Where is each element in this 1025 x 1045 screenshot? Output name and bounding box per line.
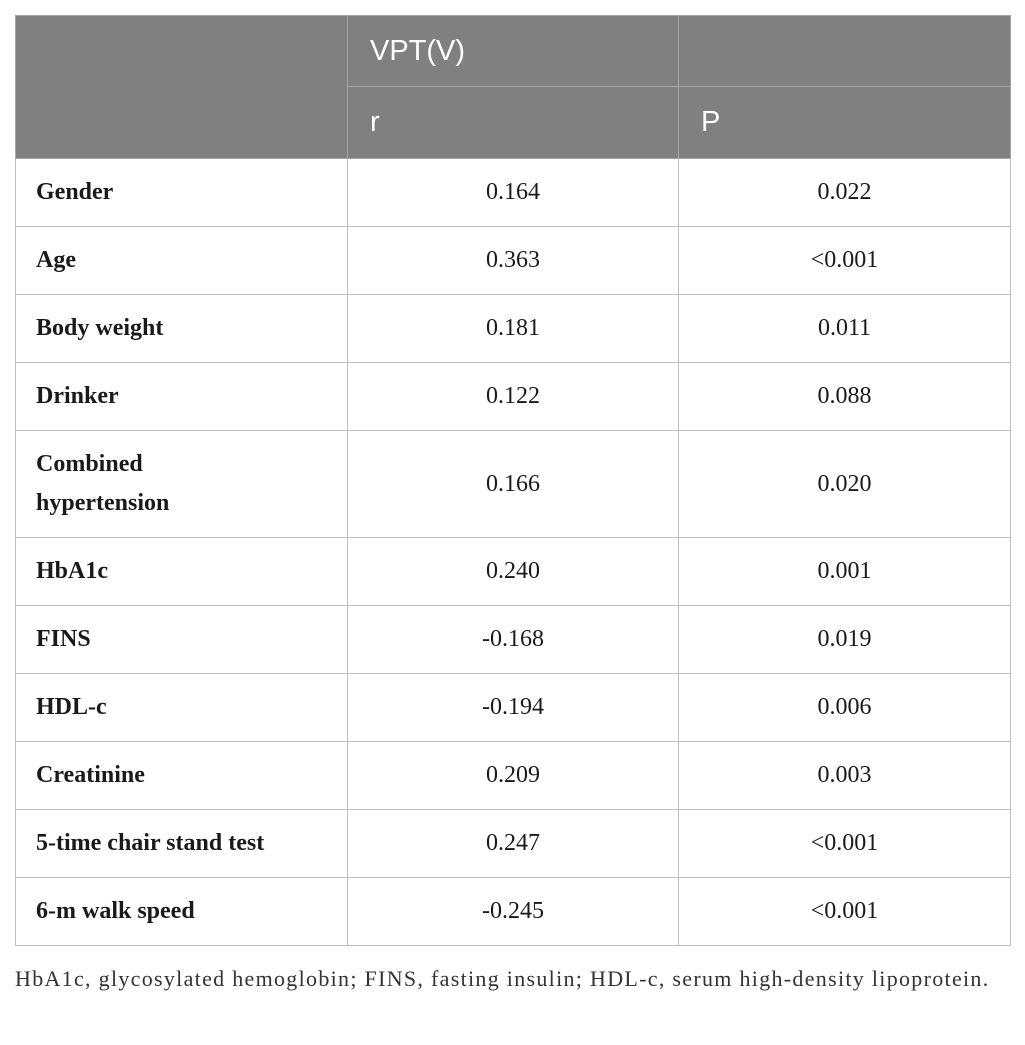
p-value-cell: 0.001 [679,538,1011,606]
correlation-table-container [15,15,1010,946]
variable-cell: Body weight [16,295,348,363]
p-value-cell: <0.001 [679,878,1011,946]
table-row [16,538,1011,606]
r-value-cell: -0.168 [348,606,679,674]
variable-cell: Combined hypertension [16,431,348,538]
r-value-cell: 0.240 [348,538,679,606]
table-row [16,363,1011,431]
table-row [16,674,1011,742]
variable-cell: Creatinine [16,742,348,810]
variable-cell: Gender [16,159,348,227]
header-col-r: r [348,87,679,159]
r-value-cell: 0.209 [348,742,679,810]
variable-cell: 6-m walk speed [16,878,348,946]
p-value-cell: <0.001 [679,810,1011,878]
variable-cell: Age [16,227,348,295]
table-row [16,431,1011,538]
p-value-cell: <0.001 [679,227,1011,295]
p-value-cell: 0.006 [679,674,1011,742]
header-empty-cell [679,16,1011,87]
header-variable-cell [16,16,348,159]
variable-cell: Drinker [16,363,348,431]
table-row [16,810,1011,878]
r-value-cell: 0.247 [348,810,679,878]
p-value-cell: 0.088 [679,363,1011,431]
p-value-cell: 0.022 [679,159,1011,227]
table-row [16,159,1011,227]
r-value-cell: 0.363 [348,227,679,295]
p-value-cell: 0.019 [679,606,1011,674]
header-col-p: P [679,87,1011,159]
table-footnote: HbA1c, glycosylated hemoglobin; FINS, fasting insulin; HDL-c, serum high-density lipoprotein. [15,966,990,991]
r-value-cell: -0.194 [348,674,679,742]
header-vpt-group: VPT(V) [348,16,679,87]
correlation-table [15,15,1011,946]
table-row [16,878,1011,946]
header-row-group [16,16,1011,87]
r-value-cell: -0.245 [348,878,679,946]
p-value-cell: 0.011 [679,295,1011,363]
table-row [16,742,1011,810]
p-value-cell: 0.003 [679,742,1011,810]
table-body [16,159,1011,946]
variable-cell: FINS [16,606,348,674]
p-value-cell: 0.020 [679,431,1011,538]
table-row [16,606,1011,674]
r-value-cell: 0.166 [348,431,679,538]
r-value-cell: 0.164 [348,159,679,227]
variable-cell: 5-time chair stand test [16,810,348,878]
r-value-cell: 0.181 [348,295,679,363]
table-row [16,295,1011,363]
variable-cell: HDL-c [16,674,348,742]
table-row [16,227,1011,295]
variable-cell: HbA1c [16,538,348,606]
table-header [16,16,1011,159]
r-value-cell: 0.122 [348,363,679,431]
